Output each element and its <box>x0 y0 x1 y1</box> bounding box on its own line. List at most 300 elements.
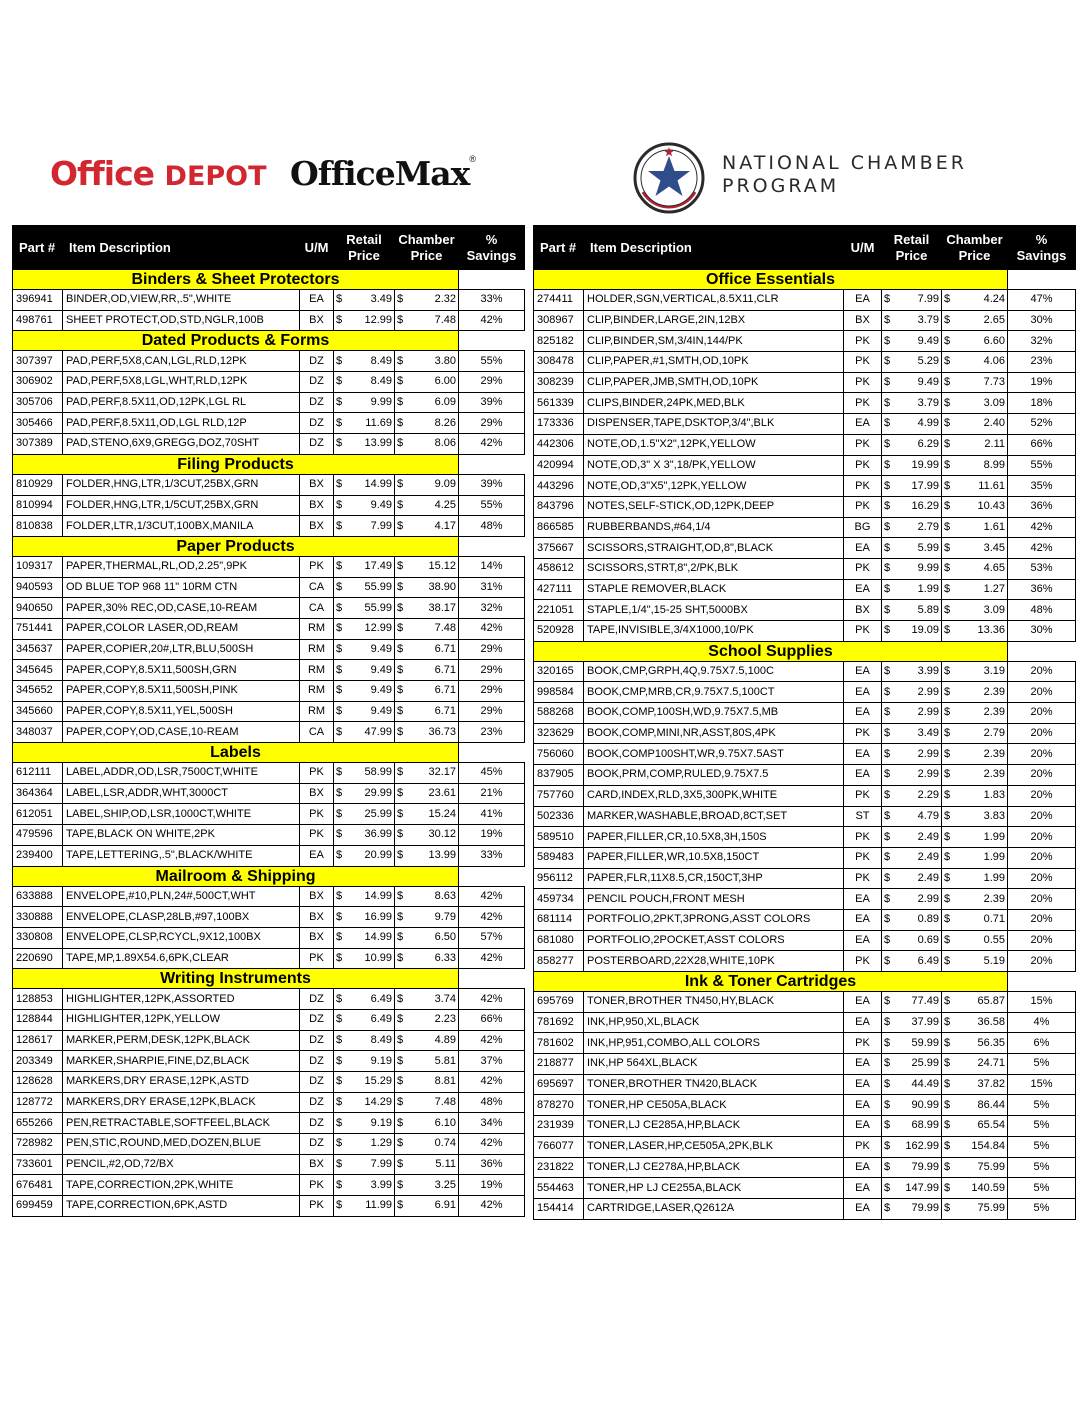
chamber-value: 4.89 <box>434 1033 456 1046</box>
item-description: LABEL,SHIP,OD,LSR,1000CT,WHITE <box>63 804 300 825</box>
retail-value: 25.99 <box>364 807 392 820</box>
retail-value: 4.79 <box>917 809 939 822</box>
currency-symbol: $ <box>397 910 404 923</box>
unit-of-measure: BX <box>300 310 334 331</box>
item-description: TAPE,CORRECTION,6PK,ASTD <box>63 1196 300 1217</box>
col-savings: % Savings <box>1008 226 1076 270</box>
retail-value: 9.49 <box>917 334 939 347</box>
chamber-price <box>942 1198 1008 1219</box>
category-spacer <box>1008 270 1076 290</box>
table-row <box>13 1030 525 1051</box>
table-row <box>13 556 525 577</box>
currency-symbol: $ <box>336 314 343 327</box>
currency-symbol: $ <box>397 498 404 511</box>
part-number: 825182 <box>534 331 584 352</box>
item-description: TAPE,CORRECTION,2PK,WHITE <box>63 1175 300 1196</box>
savings-percent: 48% <box>1008 600 1076 621</box>
part-number: 364364 <box>13 783 63 804</box>
part-number: 348037 <box>13 722 63 743</box>
item-description: PAPER,FILLER,WR,10.5X8,150CT <box>584 847 844 868</box>
chamber-price <box>942 992 1008 1013</box>
item-description: STAPLE REMOVER,BLACK <box>584 579 844 600</box>
currency-symbol: $ <box>944 1181 951 1194</box>
item-description: STAPLE,1/4",15-25 SHT,5000BX <box>584 600 844 621</box>
currency-symbol: $ <box>884 851 891 864</box>
currency-symbol: $ <box>336 951 343 964</box>
retail-price <box>882 1033 942 1054</box>
chamber-price <box>942 785 1008 806</box>
chamber-value: 75.99 <box>977 1202 1005 1215</box>
chamber-price <box>942 1178 1008 1199</box>
item-description: TONER,HP LJ CE255A,BLACK <box>584 1178 844 1199</box>
table-row <box>534 331 1076 352</box>
unit-of-measure: PK <box>300 1196 334 1217</box>
retail-price <box>882 1054 942 1075</box>
part-number: 239400 <box>13 845 63 866</box>
chamber-value: 140.59 <box>971 1181 1005 1194</box>
retail-value: 11.69 <box>365 416 392 429</box>
savings-percent: 5% <box>1008 1198 1076 1219</box>
chamber-price <box>942 930 1008 951</box>
retail-price <box>334 1009 395 1030</box>
item-description: PORTFOLIO,2POCKET,ASST COLORS <box>584 930 844 951</box>
savings-percent: 21% <box>459 783 525 804</box>
savings-percent: 42% <box>459 1196 525 1217</box>
table-row <box>13 1051 525 1072</box>
currency-symbol: $ <box>336 622 343 635</box>
unit-of-measure: BX <box>844 600 882 621</box>
savings-percent: 29% <box>459 413 525 434</box>
chamber-value: 3.09 <box>983 396 1005 409</box>
currency-symbol: $ <box>884 438 891 451</box>
part-number: 699459 <box>13 1196 63 1217</box>
part-number: 375667 <box>534 538 584 559</box>
chamber-value: 8.26 <box>434 416 456 429</box>
chamber-price <box>942 434 1008 455</box>
chamber-value: 11.61 <box>978 479 1005 492</box>
part-number: 479596 <box>13 825 63 846</box>
category-title: School Supplies <box>534 641 1008 661</box>
part-number: 308967 <box>534 310 584 331</box>
retail-price <box>334 886 395 907</box>
retail-value: 20.99 <box>364 849 392 862</box>
chamber-price <box>395 474 459 495</box>
retail-price <box>882 1074 942 1095</box>
chamber-price <box>395 392 459 413</box>
category-title: Paper Products <box>13 536 459 556</box>
col-retail: Retail Price <box>334 226 395 270</box>
category-row <box>13 743 525 763</box>
currency-symbol: $ <box>944 624 951 637</box>
part-number: 733601 <box>13 1154 63 1175</box>
savings-percent: 39% <box>459 392 525 413</box>
table-row <box>534 434 1076 455</box>
table-row <box>13 701 525 722</box>
retail-price <box>334 1196 395 1217</box>
savings-percent: 4% <box>1008 1012 1076 1033</box>
savings-percent: 42% <box>459 1030 525 1051</box>
currency-symbol: $ <box>884 541 891 554</box>
chamber-value: 75.99 <box>977 1160 1005 1173</box>
savings-percent: 47% <box>1008 290 1076 311</box>
part-number: 751441 <box>13 618 63 639</box>
retail-value: 2.99 <box>917 747 939 760</box>
retail-price <box>334 1072 395 1093</box>
item-description: OD BLUE TOP 968 11" 10RM CTN <box>63 577 300 598</box>
savings-percent: 45% <box>459 763 525 784</box>
table-row <box>534 847 1076 868</box>
savings-percent: 32% <box>1008 331 1076 352</box>
retail-price <box>334 907 395 928</box>
savings-percent: 42% <box>459 886 525 907</box>
category-title: Dated Products & Forms <box>13 331 459 351</box>
part-number: 781692 <box>534 1012 584 1033</box>
table-row <box>534 661 1076 682</box>
officemax-logo <box>290 154 476 193</box>
part-number: 345645 <box>13 660 63 681</box>
item-description: DISPENSER,TAPE,DSKTOP,3/4",BLK <box>584 414 844 435</box>
category-title: Office Essentials <box>534 270 1008 290</box>
part-number: 305706 <box>13 392 63 413</box>
unit-of-measure: RM <box>300 618 334 639</box>
savings-percent: 29% <box>459 660 525 681</box>
currency-symbol: $ <box>336 992 343 1005</box>
currency-symbol: $ <box>884 376 891 389</box>
item-description: BOOK,COMP,MINI,NR,ASST,80S,4PK <box>584 723 844 744</box>
table-row <box>534 1095 1076 1116</box>
retail-price <box>334 495 395 516</box>
unit-of-measure: BX <box>300 474 334 495</box>
retail-price <box>334 474 395 495</box>
savings-percent: 36% <box>1008 579 1076 600</box>
retail-value: 0.89 <box>917 913 939 926</box>
chamber-value: 2.39 <box>983 747 1005 760</box>
retail-price <box>882 992 942 1013</box>
unit-of-measure: PK <box>844 621 882 642</box>
col-chamber: Chamber Price <box>942 226 1008 270</box>
chamber-value: 10.43 <box>977 500 1005 513</box>
currency-symbol: $ <box>944 293 951 306</box>
col-part: Part # <box>534 226 584 270</box>
part-number: 998584 <box>534 682 584 703</box>
savings-percent: 55% <box>459 351 525 372</box>
unit-of-measure: DZ <box>300 1009 334 1030</box>
unit-of-measure: PK <box>844 496 882 517</box>
item-description: TONER,LJ CE278A,HP,BLACK <box>584 1157 844 1178</box>
retail-price <box>882 476 942 497</box>
part-number: 837905 <box>534 765 584 786</box>
currency-symbol: $ <box>944 334 951 347</box>
retail-value: 2.99 <box>917 768 939 781</box>
currency-symbol: $ <box>336 396 343 409</box>
currency-symbol: $ <box>884 706 891 719</box>
table-row <box>534 992 1076 1013</box>
currency-symbol: $ <box>397 1013 404 1026</box>
retail-price <box>882 372 942 393</box>
savings-percent: 15% <box>1008 1074 1076 1095</box>
retail-value: 2.79 <box>917 520 939 533</box>
item-description: HIGHLIGHTER,12PK,YELLOW <box>63 1009 300 1030</box>
savings-percent: 42% <box>459 989 525 1010</box>
retail-value: 14.99 <box>364 931 392 944</box>
chamber-value: 3.45 <box>983 541 1005 554</box>
category-spacer <box>459 536 525 556</box>
savings-percent: 42% <box>459 1134 525 1155</box>
retail-price <box>882 1012 942 1033</box>
chamber-price <box>942 310 1008 331</box>
item-description: PAPER,FILLER,CR,10.5X8,3H,150S <box>584 827 844 848</box>
currency-symbol: $ <box>944 314 951 327</box>
chamber-value: 6.00 <box>434 375 456 388</box>
category-spacer <box>459 743 525 763</box>
currency-symbol: $ <box>884 396 891 409</box>
item-description: NOTE,OD,3"X5",12PK,YELLOW <box>584 476 844 497</box>
chamber-price <box>395 372 459 393</box>
currency-symbol: $ <box>336 725 343 738</box>
chamber-price <box>942 847 1008 868</box>
unit-of-measure: DZ <box>300 434 334 455</box>
savings-percent: 5% <box>1008 1157 1076 1178</box>
savings-percent: 53% <box>1008 558 1076 579</box>
retail-value: 19.09 <box>911 624 939 637</box>
currency-symbol: $ <box>336 849 343 862</box>
retail-value: 47.99 <box>364 725 392 738</box>
currency-symbol: $ <box>397 931 404 944</box>
item-description: PORTFOLIO,2PKT,3PRONG,ASST COLORS <box>584 909 844 930</box>
retail-value: 9.49 <box>917 376 939 389</box>
chamber-price <box>395 927 459 948</box>
currency-symbol: $ <box>884 293 891 306</box>
item-description: TONER,HP CE505A,BLACK <box>584 1095 844 1116</box>
retail-value: 2.99 <box>917 892 939 905</box>
col-um: U/M <box>300 226 334 270</box>
part-number: 330888 <box>13 907 63 928</box>
currency-symbol: $ <box>397 293 404 306</box>
savings-percent: 57% <box>459 927 525 948</box>
retail-value: 6.49 <box>370 992 392 1005</box>
currency-symbol: $ <box>884 417 891 430</box>
chamber-value: 32.17 <box>428 766 456 779</box>
chamber-value: 8.99 <box>983 458 1005 471</box>
retail-price <box>334 577 395 598</box>
retail-value: 9.99 <box>370 396 392 409</box>
part-number: 345637 <box>13 639 63 660</box>
category-spacer <box>459 866 525 886</box>
chamber-price <box>395 1092 459 1113</box>
savings-percent: 31% <box>459 577 525 598</box>
table-row <box>13 681 525 702</box>
currency-symbol: $ <box>944 727 951 740</box>
chamber-price <box>942 1095 1008 1116</box>
retail-value: 19.99 <box>911 458 939 471</box>
retail-price <box>334 763 395 784</box>
retail-value: 14.99 <box>364 889 392 902</box>
retail-price <box>334 598 395 619</box>
chamber-price <box>942 558 1008 579</box>
savings-percent: 20% <box>1008 868 1076 889</box>
item-description: NOTES,SELF-STICK,OD,12PK,DEEP <box>584 496 844 517</box>
retail-price <box>882 723 942 744</box>
currency-symbol: $ <box>397 375 404 388</box>
chamber-price <box>942 579 1008 600</box>
savings-percent: 33% <box>459 845 525 866</box>
chamber-value: 3.25 <box>434 1178 456 1191</box>
unit-of-measure: PK <box>844 393 882 414</box>
retail-value: 0.69 <box>917 933 939 946</box>
chamber-value: 38.90 <box>428 580 456 593</box>
savings-percent: 34% <box>459 1113 525 1134</box>
chamber-price <box>395 1113 459 1134</box>
chamber-value: 6.33 <box>434 951 456 964</box>
retail-price <box>334 434 395 455</box>
chamber-price <box>395 639 459 660</box>
table-row <box>534 889 1076 910</box>
retail-value: 7.99 <box>370 1158 392 1171</box>
table-row <box>534 1136 1076 1157</box>
table-row <box>13 845 525 866</box>
part-number: 308239 <box>534 372 584 393</box>
part-number: 443296 <box>534 476 584 497</box>
savings-percent: 19% <box>459 825 525 846</box>
part-number: 781602 <box>534 1033 584 1054</box>
unit-of-measure: PK <box>300 825 334 846</box>
retail-price <box>334 845 395 866</box>
currency-symbol: $ <box>336 1158 343 1171</box>
table-row <box>13 1113 525 1134</box>
right-price-table <box>533 225 1076 1220</box>
currency-symbol: $ <box>944 851 951 864</box>
retail-price <box>334 310 395 331</box>
category-row <box>534 270 1076 290</box>
part-number: 218877 <box>534 1054 584 1075</box>
currency-symbol: $ <box>336 375 343 388</box>
chamber-price <box>942 889 1008 910</box>
savings-percent: 20% <box>1008 847 1076 868</box>
chamber-value: 6.71 <box>434 684 456 697</box>
savings-percent: 30% <box>1008 310 1076 331</box>
currency-symbol: $ <box>944 995 951 1008</box>
unit-of-measure: EA <box>844 579 882 600</box>
chamber-value: 1.99 <box>983 871 1005 884</box>
currency-symbol: $ <box>944 871 951 884</box>
table-row <box>13 351 525 372</box>
part-number: 655266 <box>13 1113 63 1134</box>
currency-symbol: $ <box>944 933 951 946</box>
chamber-value: 3.80 <box>434 354 456 367</box>
part-number: 345652 <box>13 681 63 702</box>
currency-symbol: $ <box>884 1140 891 1153</box>
chamber-price <box>942 661 1008 682</box>
currency-symbol: $ <box>944 500 951 513</box>
chamber-price <box>942 331 1008 352</box>
retail-value: 15.29 <box>364 1075 392 1088</box>
savings-percent: 20% <box>1008 889 1076 910</box>
currency-symbol: $ <box>884 334 891 347</box>
retail-value: 9.99 <box>917 562 939 575</box>
retail-value: 3.99 <box>917 665 939 678</box>
table-row <box>13 1175 525 1196</box>
savings-percent: 18% <box>1008 393 1076 414</box>
currency-symbol: $ <box>397 663 404 676</box>
item-description: FOLDER,HNG,LTR,1/3CUT,25BX,GRN <box>63 474 300 495</box>
retail-price <box>334 1051 395 1072</box>
currency-symbol: $ <box>397 1054 404 1067</box>
currency-symbol: $ <box>336 1137 343 1150</box>
chamber-value: 65.54 <box>977 1119 1005 1132</box>
part-number: 695697 <box>534 1074 584 1095</box>
currency-symbol: $ <box>336 478 343 491</box>
item-description: MARKER,WASHABLE,BROAD,8CT,SET <box>584 806 844 827</box>
currency-symbol: $ <box>397 437 404 450</box>
table-row <box>534 1198 1076 1219</box>
retail-value: 12.99 <box>364 314 392 327</box>
retail-price <box>882 765 942 786</box>
currency-symbol: $ <box>884 1016 891 1029</box>
chamber-value: 6.60 <box>983 334 1005 347</box>
chamber-price <box>395 577 459 598</box>
national-chamber-program-logo <box>722 152 967 198</box>
retail-price <box>882 847 942 868</box>
savings-percent: 29% <box>459 372 525 393</box>
chamber-value: 6.09 <box>434 396 456 409</box>
table-row <box>13 392 525 413</box>
category-title: Filing Products <box>13 454 459 474</box>
unit-of-measure: BG <box>844 517 882 538</box>
currency-symbol: $ <box>397 684 404 697</box>
category-title: Writing Instruments <box>13 969 459 989</box>
category-title: Labels <box>13 743 459 763</box>
table-row <box>13 290 525 311</box>
part-number: 427111 <box>534 579 584 600</box>
item-description: MARKERS,DRY ERASE,12PK,BLACK <box>63 1092 300 1113</box>
retail-value: 14.99 <box>364 478 392 491</box>
part-number: 858277 <box>534 951 584 972</box>
unit-of-measure: DZ <box>300 1092 334 1113</box>
chamber-price <box>942 1012 1008 1033</box>
part-number: 305466 <box>13 413 63 434</box>
table-row <box>534 558 1076 579</box>
chamber-price <box>395 763 459 784</box>
chamber-value: 8.63 <box>434 889 456 902</box>
table-row <box>534 827 1076 848</box>
part-number: 589510 <box>534 827 584 848</box>
unit-of-measure: CA <box>300 577 334 598</box>
currency-symbol: $ <box>884 624 891 637</box>
part-number: 128772 <box>13 1092 63 1113</box>
savings-percent: 5% <box>1008 1095 1076 1116</box>
item-description: PAPER,COPY,8.5X11,500SH,GRN <box>63 660 300 681</box>
chamber-value: 8.06 <box>434 437 456 450</box>
currency-symbol: $ <box>397 1096 404 1109</box>
currency-symbol: $ <box>944 479 951 492</box>
table-row <box>13 825 525 846</box>
table-row <box>13 763 525 784</box>
savings-percent: 35% <box>1008 476 1076 497</box>
currency-symbol: $ <box>397 807 404 820</box>
currency-symbol: $ <box>884 933 891 946</box>
chamber-value: 1.99 <box>983 830 1005 843</box>
savings-percent: 33% <box>459 290 525 311</box>
retail-price <box>334 825 395 846</box>
currency-symbol: $ <box>884 747 891 760</box>
item-description: PAD,STENO,6X9,GREGG,DOZ,70SHT <box>63 434 300 455</box>
chamber-value: 6.50 <box>434 931 456 944</box>
item-description: TONER,BROTHER TN450,HY,BLACK <box>584 992 844 1013</box>
unit-of-measure: PK <box>844 827 882 848</box>
retail-value: 10.99 <box>364 951 392 964</box>
chamber-price <box>395 556 459 577</box>
chamber-price <box>942 723 1008 744</box>
